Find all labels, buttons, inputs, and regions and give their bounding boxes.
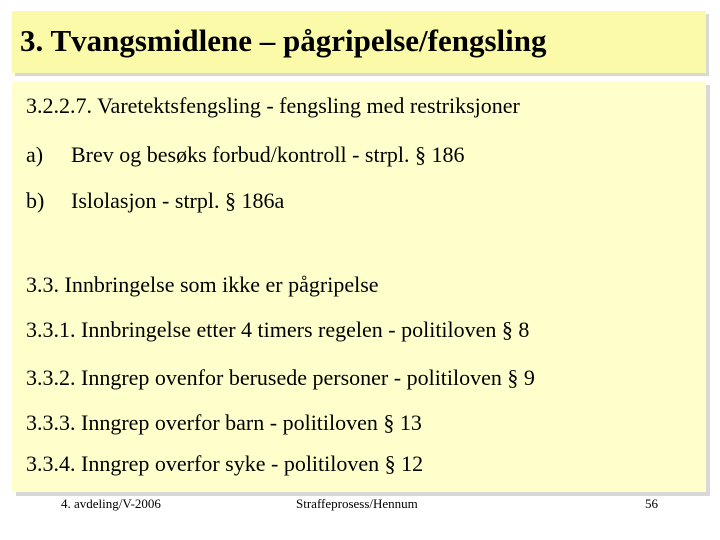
footer-page-number: 56 [645,496,658,511]
item-3-3-4: 3.3.4. Inngrep overfor syke - politiloven § 12 [26,451,424,476]
list-item-a [26,142,465,168]
slide-title: 3. Tvangsmidlene – pågripelse/fengsling [20,23,547,58]
list-marker-b: b) [26,188,45,213]
content-box [12,81,706,492]
list-marker-a: a) [26,142,44,167]
list-text-b: Islolasjon - strpl. § 186a [71,188,285,213]
item-3-3: 3.3. Innbringelse som ikke er pågripelse [26,272,379,297]
footer-center: Straffeprosess/Hennum [296,496,418,511]
item-3-2-2-7: 3.2.2.7. Varetektsfengsling - fengsling med restriksjoner [26,93,520,118]
item-3-3-3: 3.3.3. Inngrep overfor barn - politiloven § 13 [26,410,422,435]
item-3-3-2: 3.3.2. Inngrep ovenfor berusede personer - politiloven § 9 [26,365,535,390]
item-3-3-1: 3.3.1. Innbringelse etter 4 timers regelen - politiloven § 8 [26,317,530,342]
title-bar [12,11,706,73]
list-text-a: Brev og besøks forbud/kontroll - strpl. § 186 [71,142,465,167]
list-item-b [26,188,284,214]
footer-left: 4. avdeling/V-2006 [61,496,161,511]
